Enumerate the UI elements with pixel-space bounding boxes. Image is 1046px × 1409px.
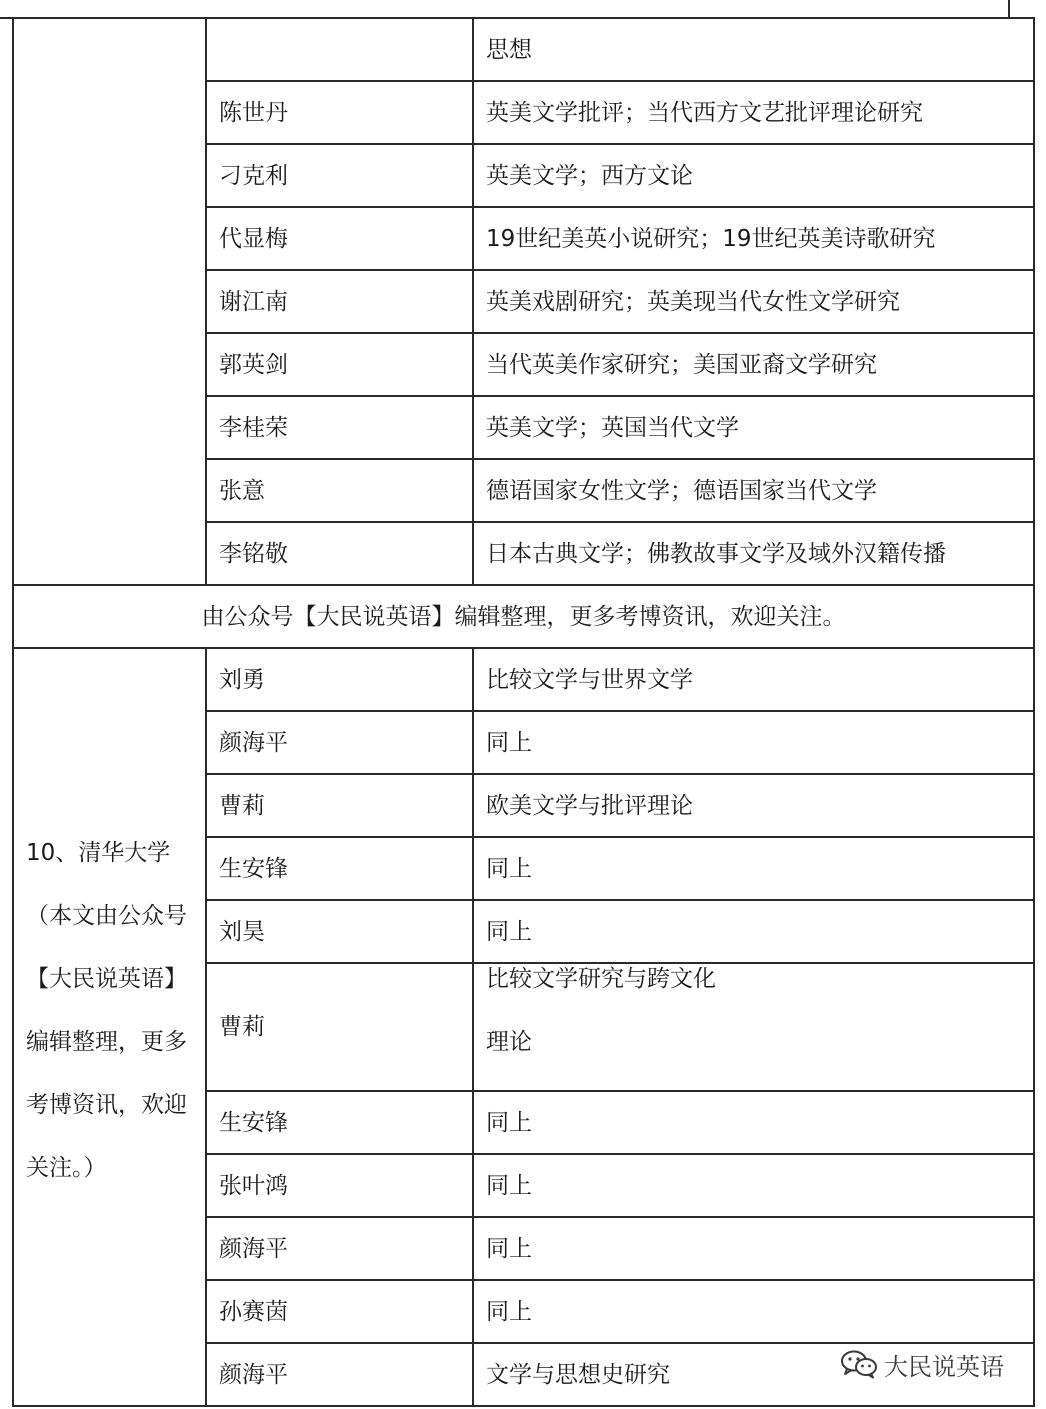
- name-cell: 郭英剑: [206, 333, 473, 396]
- watermark-text: 大民说英语: [884, 1352, 1004, 1381]
- research-cell: 英美文学批评；当代西方文艺批评理论研究: [473, 81, 1034, 144]
- name-cell: 颜海平: [206, 1343, 473, 1406]
- university-note-line: （本文由公众号: [26, 903, 187, 929]
- research-line: 理论: [486, 1029, 532, 1055]
- research-cell: 同上: [473, 1091, 1034, 1154]
- watermark: [840, 1347, 1004, 1381]
- name-cell: 颜海平: [206, 711, 473, 774]
- research-cell: 同上: [473, 1217, 1034, 1280]
- name-cell: 张意: [206, 459, 473, 522]
- name-cell: 李桂荣: [206, 396, 473, 459]
- name-cell: 生安锋: [206, 837, 473, 900]
- name-cell: 生安锋: [206, 1091, 473, 1154]
- name-cell: 刁克利: [206, 144, 473, 207]
- research-cell: 德语国家女性文学；德语国家当代文学: [473, 459, 1034, 522]
- university-note-line: 【大民说英语】: [26, 966, 187, 992]
- name-cell-blank: [206, 18, 473, 81]
- research-cell: 比较文学与世界文学: [473, 648, 1034, 711]
- table-row: [13, 18, 1034, 81]
- research-cell: 欧美文学与批评理论: [473, 774, 1034, 837]
- research-cell: 同上: [473, 1154, 1034, 1217]
- research-cell: 同上: [473, 1280, 1034, 1343]
- name-cell: 谢江南: [206, 270, 473, 333]
- university-note-line: 编辑整理，更多: [26, 1029, 187, 1055]
- name-cell: 张叶鸿: [206, 1154, 473, 1217]
- research-cell: 文学与思想史研究: [473, 1343, 1034, 1406]
- top-right-border-tick: [1008, 0, 1010, 17]
- wechat-icon: [840, 1349, 878, 1379]
- name-cell: 李铭敬: [206, 522, 473, 585]
- university-cell-blank: [13, 18, 206, 585]
- research-cell: 思想: [473, 18, 1034, 81]
- table-row: [13, 648, 1034, 711]
- research-cell: 日本古典文学；佛教故事文学及域外汉籍传播: [473, 522, 1034, 585]
- research-cell: 英美戏剧研究；英美现当代女性文学研究: [473, 270, 1034, 333]
- name-cell: 曹莉: [206, 963, 473, 1091]
- university-name: 10、清华大学: [26, 840, 171, 866]
- faculty-table: [12, 17, 1035, 1407]
- research-cell: 同上: [473, 837, 1034, 900]
- research-cell: [473, 963, 1034, 1091]
- name-cell: 孙赛茵: [206, 1280, 473, 1343]
- research-cell: 同上: [473, 900, 1034, 963]
- name-cell: 曹莉: [206, 774, 473, 837]
- name-cell: 刘勇: [206, 648, 473, 711]
- name-cell: 刘昊: [206, 900, 473, 963]
- research-cell: 同上: [473, 711, 1034, 774]
- research-cell: 英美文学；西方文论: [473, 144, 1034, 207]
- university-cell: [13, 648, 206, 1406]
- notice-row: [13, 585, 1034, 648]
- research-cell: 19世纪美英小说研究；19世纪英美诗歌研究: [473, 207, 1034, 270]
- university-note-line: 关注。）: [26, 1155, 107, 1181]
- research-line: 比较文学研究与跨文化: [486, 966, 716, 992]
- research-cell: 当代英美作家研究；美国亚裔文学研究: [473, 333, 1034, 396]
- name-cell: 颜海平: [206, 1217, 473, 1280]
- name-cell: 陈世丹: [206, 81, 473, 144]
- university-note-line: 考博资讯，欢迎: [26, 1092, 187, 1118]
- research-cell: 英美文学；英国当代文学: [473, 396, 1034, 459]
- notice-cell: 由公众号【大民说英语】编辑整理，更多考博资讯，欢迎关注。: [13, 585, 1034, 648]
- name-cell: 代显梅: [206, 207, 473, 270]
